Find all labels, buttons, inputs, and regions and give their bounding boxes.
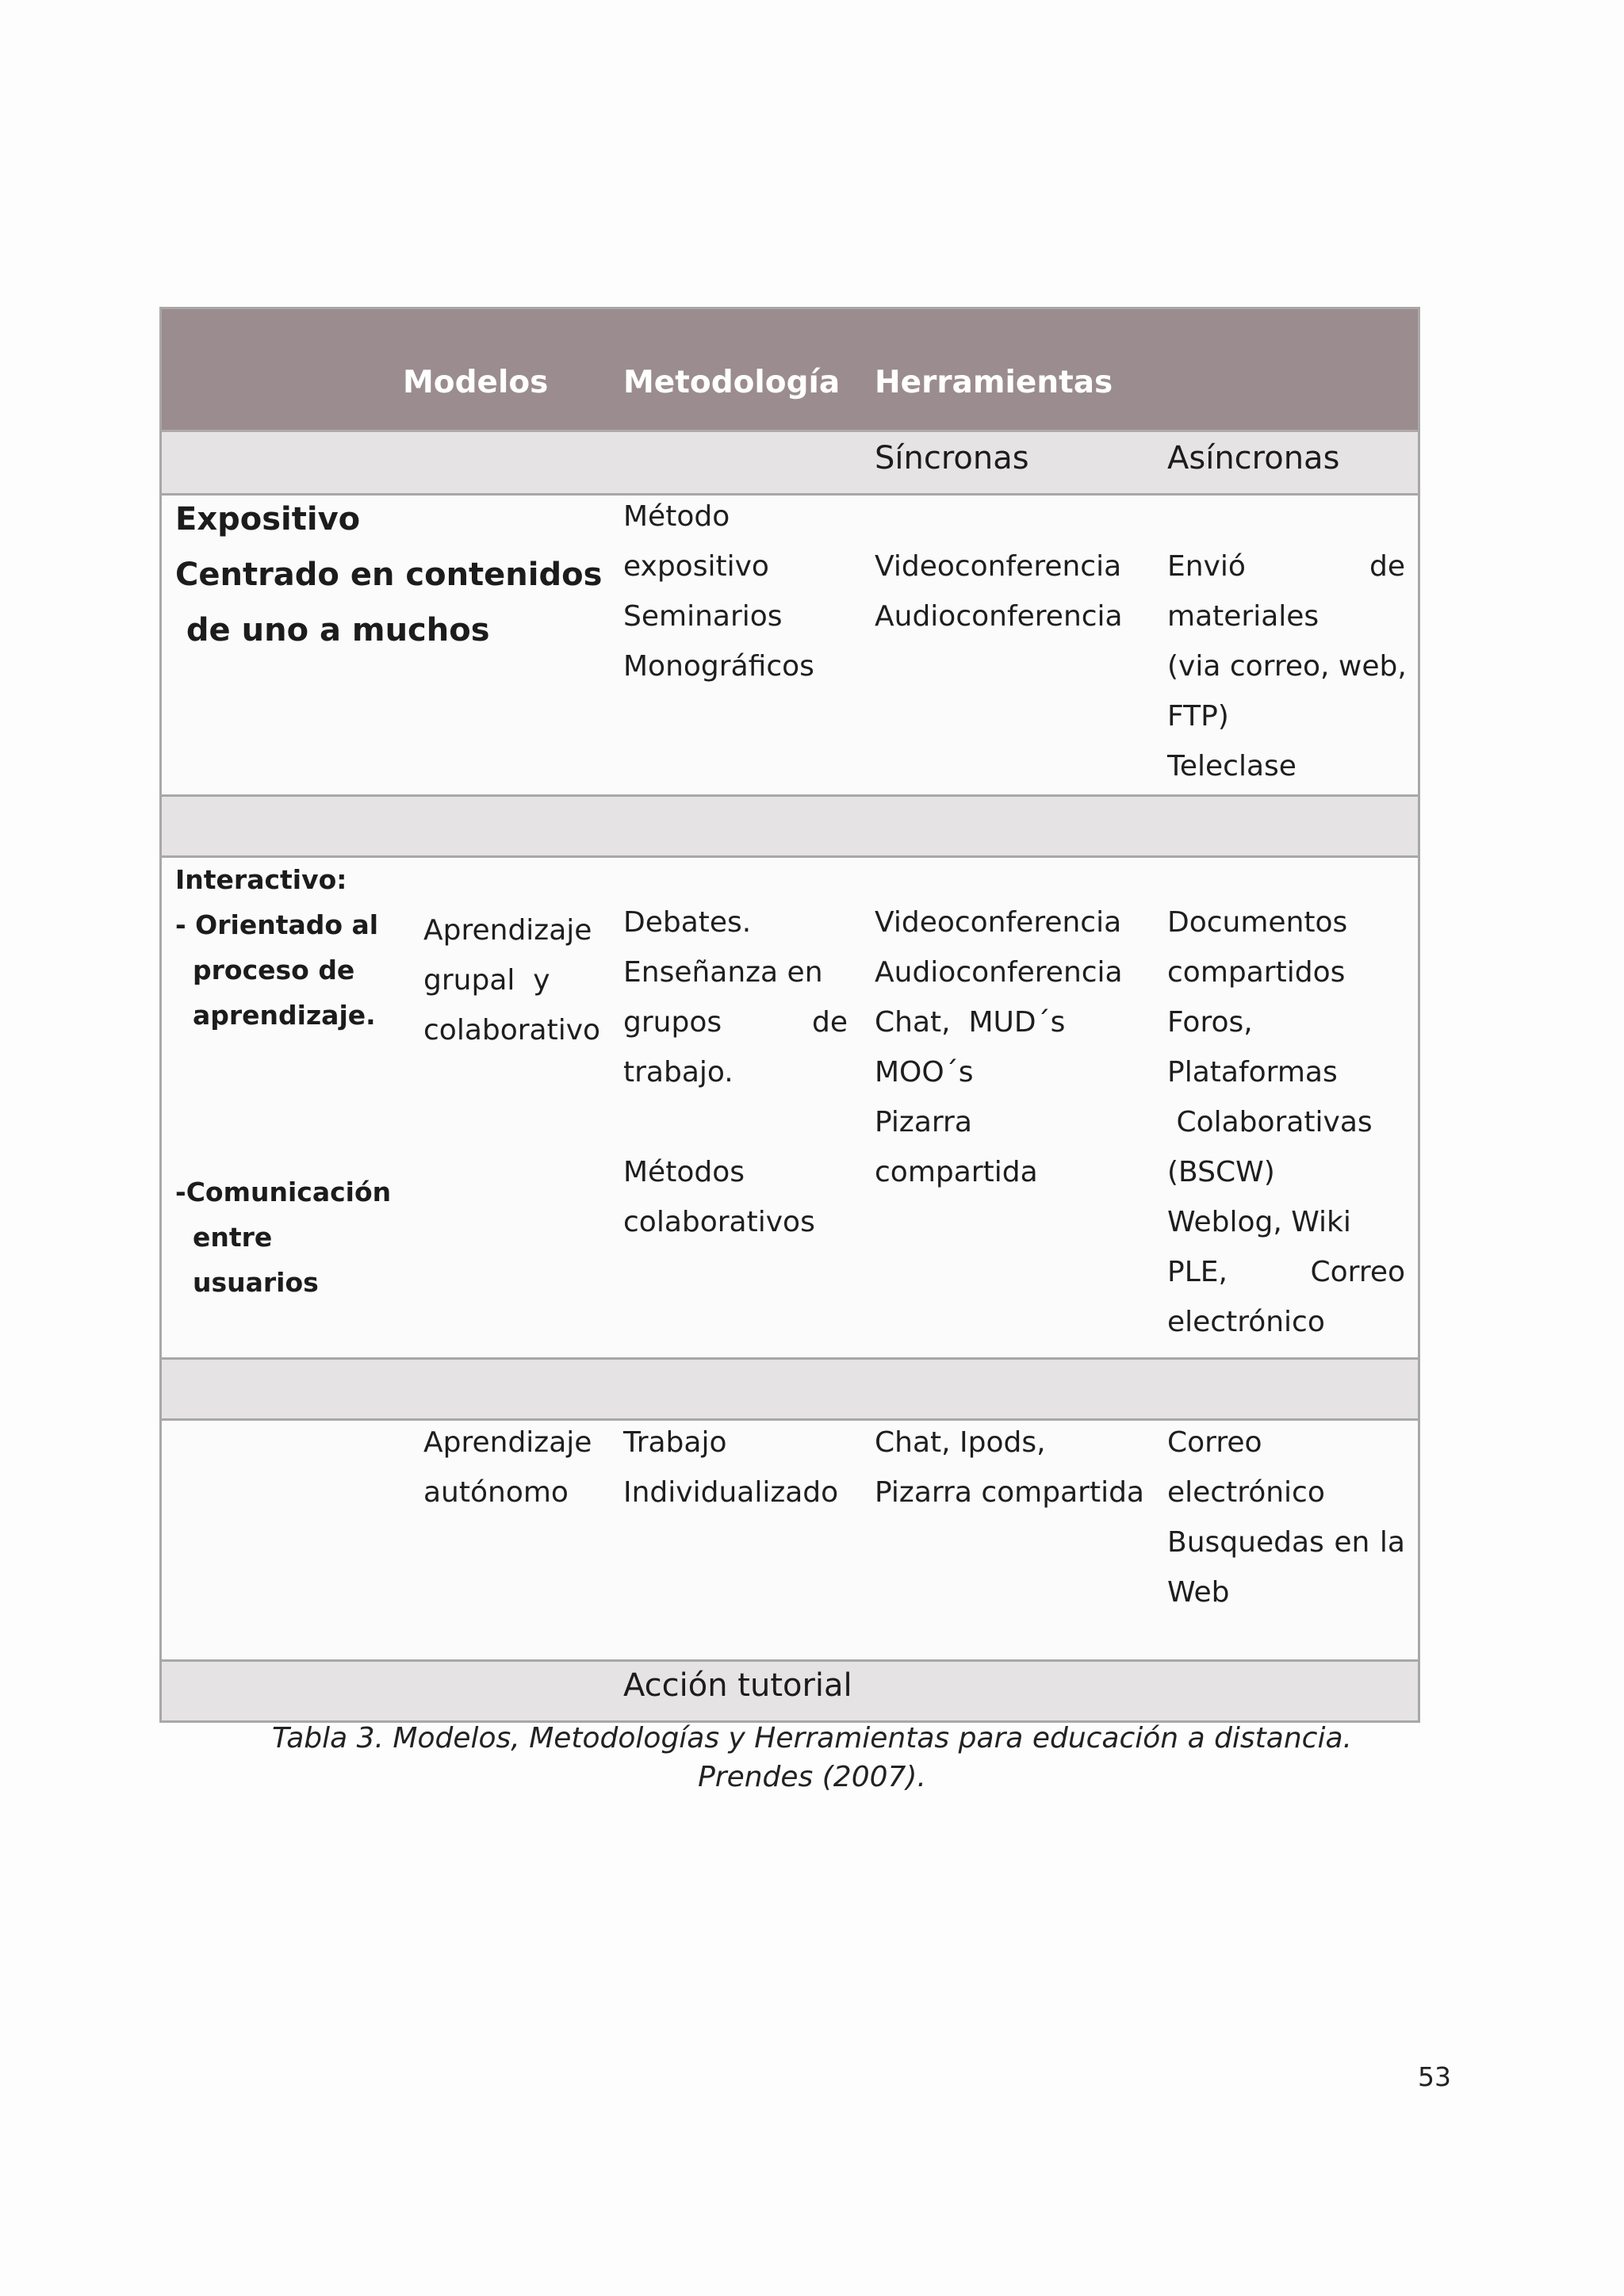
table-header: [162, 309, 1418, 432]
text-line: Método: [623, 500, 730, 533]
text-line: Seminarios: [623, 600, 783, 633]
justified-line: [1167, 541, 1405, 591]
text-line: electrónico: [1167, 1476, 1325, 1509]
text-line: compartidos: [1167, 956, 1346, 989]
model-line: aprendizaje.: [193, 1000, 376, 1031]
asincronas-autonomo: [1167, 1418, 1405, 1617]
text-line: Teleclase: [1167, 750, 1297, 783]
submodel-autonomo: [423, 1418, 592, 1517]
text-line: Videoconferencia: [875, 550, 1122, 583]
text-word: de: [812, 1006, 848, 1039]
text-line: Aprendizaje: [423, 914, 592, 947]
subheader-sincronas: Síncronas: [875, 440, 1029, 476]
header-modelos: Modelos: [403, 365, 549, 400]
table-caption: [0, 1719, 1624, 1797]
text-word: en: [1334, 1526, 1370, 1559]
metodologia-expositivo: [623, 492, 814, 691]
text-line: Monográficos: [623, 650, 814, 683]
text-line: Métodos: [623, 1156, 745, 1188]
model-line: entre: [193, 1222, 273, 1253]
text-line: Foros,: [1167, 1006, 1253, 1039]
text-line: Chat, MUD´s: [875, 1006, 1066, 1039]
text-line: grupal y: [423, 964, 550, 997]
table-subheader: [162, 432, 1418, 496]
asincronas-interactivo: [1167, 897, 1405, 1347]
text-line: Pizarra: [875, 1106, 972, 1138]
text-line: Web: [1167, 1576, 1230, 1609]
text-line: Trabajo: [623, 1426, 727, 1459]
text-line: Plataformas: [1167, 1056, 1338, 1089]
caption-line: Prendes (2007).: [698, 1761, 926, 1793]
model-line: de uno a muchos: [175, 612, 490, 649]
text-line: trabajo.: [623, 1056, 733, 1089]
text-line: Documentos: [1167, 906, 1348, 939]
model-comunicacion: [175, 1169, 391, 1305]
text-line: Aprendizaje: [423, 1426, 592, 1459]
text-word: PLE,: [1167, 1256, 1228, 1288]
text-line: electrónico: [1167, 1306, 1325, 1338]
text-word: Busquedas: [1167, 1526, 1324, 1559]
text-word: la: [1379, 1526, 1405, 1559]
models-table: [159, 307, 1420, 1723]
text-line: Chat, Ipods,: [875, 1426, 1046, 1459]
metodologia-autonomo: [623, 1418, 838, 1517]
text-line: compartida: [875, 1156, 1038, 1188]
sincronas-expositivo: [875, 541, 1123, 641]
table-footer: [162, 1659, 1418, 1720]
page-number: 53: [1418, 2061, 1451, 2092]
model-line: Interactivo:: [175, 864, 347, 895]
text-line: colaborativo: [423, 1014, 601, 1047]
text-line: Audioconferencia: [875, 956, 1123, 989]
justified-line: [1167, 1247, 1405, 1297]
sincronas-interactivo: [875, 897, 1123, 1197]
header-metodologia: Metodología: [623, 365, 841, 400]
text-line: Debates.: [623, 906, 752, 939]
footer-accion-tutorial: Acción tutorial: [623, 1667, 852, 1704]
text-word: grupos: [623, 1006, 722, 1039]
text-line: colaborativos: [623, 1206, 815, 1238]
model-line: Centrado en contenidos: [175, 557, 603, 593]
text-line: Correo: [1167, 1426, 1262, 1459]
model-interactivo: [175, 857, 378, 1038]
text-line: Individualizado: [623, 1476, 839, 1509]
text-word: de: [1369, 550, 1405, 583]
justified-line: [623, 997, 848, 1047]
text-line: Weblog, Wiki: [1167, 1206, 1351, 1238]
model-line: Expositivo: [175, 501, 361, 538]
separator-band: [162, 1357, 1418, 1421]
text-word: Envió: [1167, 550, 1246, 583]
text-line: Videoconferencia: [875, 906, 1122, 939]
spacer: [623, 1097, 848, 1147]
text-line: materiales: [1167, 600, 1320, 633]
caption-line: Tabla 3. Modelos, Metodologías y Herramientas para educación a distancia.: [272, 1722, 1352, 1755]
subheader-asincronas: Asíncronas: [1167, 440, 1340, 476]
model-line: -Comunicación: [175, 1177, 392, 1207]
header-herramientas: Herramientas: [875, 365, 1113, 400]
model-expositivo: [175, 492, 602, 658]
text-line: (via correo, web,: [1167, 650, 1407, 683]
metodologia-interactivo: [623, 897, 848, 1247]
separator-band: [162, 794, 1418, 858]
text-line: autónomo: [423, 1476, 569, 1509]
model-line: - Orientado al: [175, 909, 379, 940]
text-word: Correo: [1310, 1256, 1405, 1288]
model-line: proceso de: [193, 955, 355, 985]
sincronas-autonomo: [875, 1418, 1144, 1517]
text-line: MOO´s: [875, 1056, 974, 1089]
text-line: Colaborativas: [1167, 1106, 1373, 1138]
text-line: Pizarra compartida: [875, 1476, 1144, 1509]
text-line: (BSCW): [1167, 1156, 1275, 1188]
text-line: Enseñanza en: [623, 956, 823, 989]
text-line: Audioconferencia: [875, 600, 1123, 633]
submodel-grupal: [423, 905, 600, 1055]
text-line: FTP): [1167, 700, 1229, 733]
text-line: expositivo: [623, 550, 769, 583]
model-line: usuarios: [193, 1267, 319, 1298]
justified-line: [1167, 1517, 1405, 1567]
asincronas-expositivo: [1167, 541, 1405, 791]
